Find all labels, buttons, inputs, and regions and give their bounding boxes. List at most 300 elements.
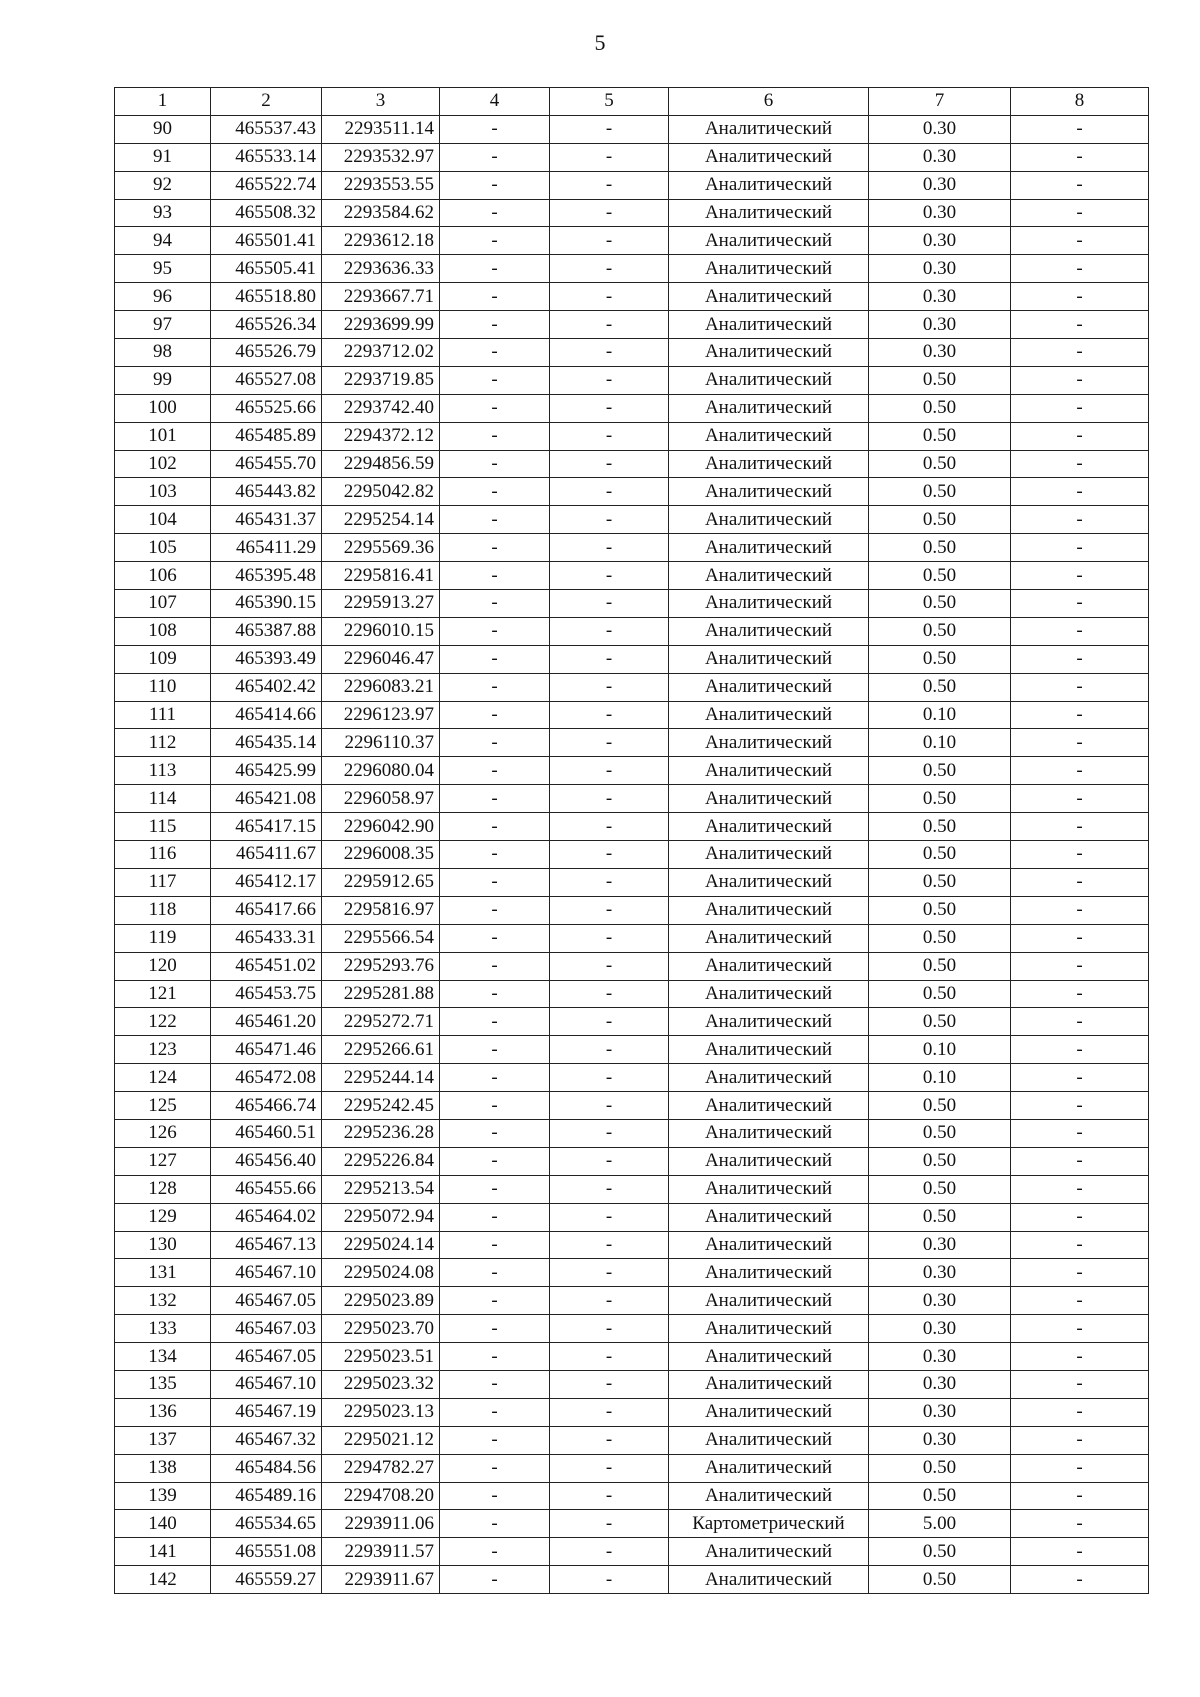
cell-col-8-value: -	[1011, 1566, 1149, 1594]
cell-y-coordinate: 2293911.67	[322, 1566, 440, 1594]
cell-y-coordinate: 2295236.28	[322, 1119, 440, 1147]
cell-col-8-value: -	[1011, 952, 1149, 980]
cell-x-coordinate: 465537.43	[211, 115, 322, 143]
cell-accuracy: 0.30	[869, 283, 1011, 311]
cell-method: Аналитический	[669, 952, 869, 980]
table-row	[115, 952, 1149, 980]
cell-x-coordinate: 465387.88	[211, 617, 322, 645]
cell-method: Аналитический	[669, 896, 869, 924]
cell-point-number: 117	[115, 868, 211, 896]
cell-col-4-value: -	[440, 952, 550, 980]
cell-x-coordinate: 465505.41	[211, 255, 322, 283]
cell-point-number: 106	[115, 562, 211, 590]
cell-col-5-value: -	[550, 896, 669, 924]
cell-col-4-value: -	[440, 339, 550, 367]
cell-y-coordinate: 2296123.97	[322, 701, 440, 729]
cell-x-coordinate: 465402.42	[211, 673, 322, 701]
cell-col-4-value: -	[440, 227, 550, 255]
table-row	[115, 896, 1149, 924]
cell-col-8-value: -	[1011, 1092, 1149, 1120]
table-row	[115, 450, 1149, 478]
cell-col-8-value: -	[1011, 311, 1149, 339]
cell-y-coordinate: 2296046.47	[322, 645, 440, 673]
table-row	[115, 394, 1149, 422]
table-row	[115, 562, 1149, 590]
cell-col-8-value: -	[1011, 729, 1149, 757]
cell-y-coordinate: 2295213.54	[322, 1175, 440, 1203]
cell-col-5-value: -	[550, 534, 669, 562]
cell-y-coordinate: 2295272.71	[322, 1008, 440, 1036]
cell-method: Аналитический	[669, 1175, 869, 1203]
cell-x-coordinate: 465443.82	[211, 478, 322, 506]
column-header-5: 5	[550, 88, 669, 116]
cell-col-5-value: -	[550, 1426, 669, 1454]
cell-point-number: 128	[115, 1175, 211, 1203]
cell-x-coordinate: 465525.66	[211, 394, 322, 422]
cell-col-5-value: -	[550, 227, 669, 255]
cell-accuracy: 0.30	[869, 143, 1011, 171]
cell-point-number: 95	[115, 255, 211, 283]
cell-x-coordinate: 465533.14	[211, 143, 322, 171]
cell-col-8-value: -	[1011, 422, 1149, 450]
cell-col-5-value: -	[550, 1454, 669, 1482]
cell-accuracy: 0.50	[869, 785, 1011, 813]
cell-method: Аналитический	[669, 1482, 869, 1510]
cell-accuracy: 0.50	[869, 980, 1011, 1008]
cell-method: Аналитический	[669, 1538, 869, 1566]
cell-y-coordinate: 2295024.14	[322, 1231, 440, 1259]
table-row	[115, 729, 1149, 757]
cell-point-number: 140	[115, 1510, 211, 1538]
cell-x-coordinate: 465467.10	[211, 1370, 322, 1398]
cell-accuracy: 0.50	[869, 757, 1011, 785]
cell-col-5-value: -	[550, 1398, 669, 1426]
cell-point-number: 131	[115, 1259, 211, 1287]
page-number: 5	[594, 30, 606, 55]
cell-col-8-value: -	[1011, 1343, 1149, 1371]
cell-col-5-value: -	[550, 506, 669, 534]
cell-x-coordinate: 465467.10	[211, 1259, 322, 1287]
cell-y-coordinate: 2296042.90	[322, 813, 440, 841]
cell-method: Аналитический	[669, 1203, 869, 1231]
cell-accuracy: 0.50	[869, 534, 1011, 562]
table-row	[115, 534, 1149, 562]
table-row	[115, 1203, 1149, 1231]
cell-y-coordinate: 2294372.12	[322, 422, 440, 450]
cell-col-5-value: -	[550, 1119, 669, 1147]
cell-y-coordinate: 2295024.08	[322, 1259, 440, 1287]
cell-method: Аналитический	[669, 506, 869, 534]
cell-point-number: 90	[115, 115, 211, 143]
cell-col-8-value: -	[1011, 171, 1149, 199]
cell-y-coordinate: 2293636.33	[322, 255, 440, 283]
cell-col-8-value: -	[1011, 841, 1149, 869]
table-row	[115, 311, 1149, 339]
column-header-3: 3	[322, 88, 440, 116]
cell-y-coordinate: 2294856.59	[322, 450, 440, 478]
cell-y-coordinate: 2295569.36	[322, 534, 440, 562]
cell-point-number: 126	[115, 1119, 211, 1147]
cell-y-coordinate: 2296110.37	[322, 729, 440, 757]
cell-y-coordinate: 2295281.88	[322, 980, 440, 1008]
cell-col-4-value: -	[440, 701, 550, 729]
cell-col-4-value: -	[440, 980, 550, 1008]
cell-accuracy: 0.30	[869, 1370, 1011, 1398]
cell-y-coordinate: 2293911.06	[322, 1510, 440, 1538]
cell-col-5-value: -	[550, 1231, 669, 1259]
cell-method: Аналитический	[669, 924, 869, 952]
cell-col-4-value: -	[440, 1482, 550, 1510]
cell-accuracy: 0.30	[869, 1287, 1011, 1315]
cell-col-8-value: -	[1011, 924, 1149, 952]
cell-col-5-value: -	[550, 1259, 669, 1287]
cell-accuracy: 0.50	[869, 1119, 1011, 1147]
cell-accuracy: 0.30	[869, 1231, 1011, 1259]
cell-col-4-value: -	[440, 1370, 550, 1398]
cell-point-number: 108	[115, 617, 211, 645]
cell-y-coordinate: 2295266.61	[322, 1036, 440, 1064]
cell-point-number: 133	[115, 1315, 211, 1343]
cell-col-8-value: -	[1011, 701, 1149, 729]
table-header-row	[115, 88, 1149, 116]
cell-col-4-value: -	[440, 1454, 550, 1482]
cell-col-5-value: -	[550, 701, 669, 729]
column-header-1: 1	[115, 88, 211, 116]
cell-method: Аналитический	[669, 1147, 869, 1175]
cell-x-coordinate: 465508.32	[211, 199, 322, 227]
cell-x-coordinate: 465526.34	[211, 311, 322, 339]
cell-point-number: 99	[115, 366, 211, 394]
cell-col-5-value: -	[550, 1203, 669, 1231]
table-row	[115, 701, 1149, 729]
cell-col-4-value: -	[440, 1315, 550, 1343]
cell-accuracy: 0.10	[869, 701, 1011, 729]
cell-col-5-value: -	[550, 645, 669, 673]
cell-point-number: 121	[115, 980, 211, 1008]
cell-col-8-value: -	[1011, 394, 1149, 422]
cell-col-8-value: -	[1011, 115, 1149, 143]
cell-col-4-value: -	[440, 1064, 550, 1092]
cell-col-4-value: -	[440, 478, 550, 506]
cell-accuracy: 0.50	[869, 1454, 1011, 1482]
cell-method: Картометрический	[669, 1510, 869, 1538]
cell-col-5-value: -	[550, 785, 669, 813]
cell-y-coordinate: 2293532.97	[322, 143, 440, 171]
table-row	[115, 199, 1149, 227]
cell-point-number: 104	[115, 506, 211, 534]
cell-col-8-value: -	[1011, 1203, 1149, 1231]
table-row	[115, 255, 1149, 283]
cell-point-number: 119	[115, 924, 211, 952]
cell-point-number: 98	[115, 339, 211, 367]
column-header-2: 2	[211, 88, 322, 116]
cell-col-5-value: -	[550, 1370, 669, 1398]
cell-method: Аналитический	[669, 366, 869, 394]
cell-method: Аналитический	[669, 1119, 869, 1147]
cell-accuracy: 5.00	[869, 1510, 1011, 1538]
cell-point-number: 91	[115, 143, 211, 171]
cell-method: Аналитический	[669, 980, 869, 1008]
cell-col-4-value: -	[440, 1287, 550, 1315]
cell-method: Аналитический	[669, 785, 869, 813]
cell-point-number: 101	[115, 422, 211, 450]
column-header-8: 8	[1011, 88, 1149, 116]
cell-col-4-value: -	[440, 366, 550, 394]
table-row	[115, 1092, 1149, 1120]
cell-accuracy: 0.50	[869, 1175, 1011, 1203]
cell-accuracy: 0.50	[869, 506, 1011, 534]
cell-y-coordinate: 2293712.02	[322, 339, 440, 367]
table-row	[115, 1454, 1149, 1482]
cell-col-5-value: -	[550, 1510, 669, 1538]
cell-point-number: 136	[115, 1398, 211, 1426]
cell-col-4-value: -	[440, 1398, 550, 1426]
cell-col-4-value: -	[440, 115, 550, 143]
cell-method: Аналитический	[669, 813, 869, 841]
cell-method: Аналитический	[669, 1036, 869, 1064]
cell-accuracy: 0.50	[869, 1203, 1011, 1231]
cell-accuracy: 0.50	[869, 1538, 1011, 1566]
cell-y-coordinate: 2295042.82	[322, 478, 440, 506]
cell-col-8-value: -	[1011, 590, 1149, 618]
cell-y-coordinate: 2295242.45	[322, 1092, 440, 1120]
cell-col-8-value: -	[1011, 1370, 1149, 1398]
cell-col-4-value: -	[440, 394, 550, 422]
cell-accuracy: 0.10	[869, 729, 1011, 757]
cell-accuracy: 0.50	[869, 673, 1011, 701]
cell-y-coordinate: 2295912.65	[322, 868, 440, 896]
column-header-4: 4	[440, 88, 550, 116]
cell-point-number: 132	[115, 1287, 211, 1315]
cell-y-coordinate: 2295244.14	[322, 1064, 440, 1092]
cell-col-5-value: -	[550, 590, 669, 618]
cell-method: Аналитический	[669, 841, 869, 869]
cell-col-5-value: -	[550, 1147, 669, 1175]
cell-method: Аналитический	[669, 645, 869, 673]
cell-method: Аналитический	[669, 534, 869, 562]
table-row	[115, 1482, 1149, 1510]
cell-col-4-value: -	[440, 1343, 550, 1371]
cell-col-4-value: -	[440, 171, 550, 199]
cell-accuracy: 0.30	[869, 1426, 1011, 1454]
cell-point-number: 116	[115, 841, 211, 869]
cell-col-4-value: -	[440, 785, 550, 813]
cell-x-coordinate: 465411.67	[211, 841, 322, 869]
cell-col-5-value: -	[550, 757, 669, 785]
cell-col-8-value: -	[1011, 199, 1149, 227]
cell-col-5-value: -	[550, 339, 669, 367]
table-row	[115, 1510, 1149, 1538]
cell-col-5-value: -	[550, 1175, 669, 1203]
cell-col-4-value: -	[440, 506, 550, 534]
cell-method: Аналитический	[669, 1566, 869, 1594]
cell-col-5-value: -	[550, 562, 669, 590]
cell-accuracy: 0.50	[869, 617, 1011, 645]
cell-col-5-value: -	[550, 868, 669, 896]
cell-col-8-value: -	[1011, 1287, 1149, 1315]
cell-x-coordinate: 465455.66	[211, 1175, 322, 1203]
cell-col-4-value: -	[440, 757, 550, 785]
cell-col-8-value: -	[1011, 478, 1149, 506]
cell-col-8-value: -	[1011, 673, 1149, 701]
cell-y-coordinate: 2295566.54	[322, 924, 440, 952]
cell-method: Аналитический	[669, 255, 869, 283]
cell-method: Аналитический	[669, 1426, 869, 1454]
cell-accuracy: 0.50	[869, 478, 1011, 506]
cell-col-8-value: -	[1011, 366, 1149, 394]
cell-col-4-value: -	[440, 450, 550, 478]
cell-method: Аналитический	[669, 1315, 869, 1343]
cell-col-4-value: -	[440, 1510, 550, 1538]
cell-point-number: 102	[115, 450, 211, 478]
cell-col-4-value: -	[440, 1147, 550, 1175]
cell-col-4-value: -	[440, 1036, 550, 1064]
cell-col-4-value: -	[440, 896, 550, 924]
table-row	[115, 1119, 1149, 1147]
cell-point-number: 134	[115, 1343, 211, 1371]
cell-accuracy: 0.10	[869, 1064, 1011, 1092]
cell-col-4-value: -	[440, 729, 550, 757]
cell-point-number: 92	[115, 171, 211, 199]
cell-method: Аналитический	[669, 1287, 869, 1315]
cell-accuracy: 0.50	[869, 1008, 1011, 1036]
table-row	[115, 171, 1149, 199]
cell-col-4-value: -	[440, 1426, 550, 1454]
cell-x-coordinate: 465421.08	[211, 785, 322, 813]
cell-y-coordinate: 2296010.15	[322, 617, 440, 645]
cell-x-coordinate: 465472.08	[211, 1064, 322, 1092]
cell-col-4-value: -	[440, 534, 550, 562]
cell-col-4-value: -	[440, 617, 550, 645]
cell-point-number: 103	[115, 478, 211, 506]
cell-col-8-value: -	[1011, 785, 1149, 813]
cell-col-4-value: -	[440, 868, 550, 896]
cell-col-8-value: -	[1011, 896, 1149, 924]
cell-point-number: 97	[115, 311, 211, 339]
cell-method: Аналитический	[669, 701, 869, 729]
table-row	[115, 478, 1149, 506]
cell-point-number: 94	[115, 227, 211, 255]
cell-col-5-value: -	[550, 171, 669, 199]
cell-y-coordinate: 2293511.14	[322, 115, 440, 143]
cell-col-8-value: -	[1011, 1398, 1149, 1426]
cell-y-coordinate: 2295226.84	[322, 1147, 440, 1175]
cell-accuracy: 0.50	[869, 1092, 1011, 1120]
cell-method: Аналитический	[669, 562, 869, 590]
cell-col-5-value: -	[550, 366, 669, 394]
cell-x-coordinate: 465501.41	[211, 227, 322, 255]
cell-y-coordinate: 2295023.70	[322, 1315, 440, 1343]
cell-col-5-value: -	[550, 952, 669, 980]
table-row	[115, 339, 1149, 367]
cell-x-coordinate: 465451.02	[211, 952, 322, 980]
cell-col-5-value: -	[550, 115, 669, 143]
table-row	[115, 283, 1149, 311]
cell-point-number: 110	[115, 673, 211, 701]
cell-col-8-value: -	[1011, 868, 1149, 896]
cell-x-coordinate: 465414.66	[211, 701, 322, 729]
cell-x-coordinate: 465522.74	[211, 171, 322, 199]
cell-x-coordinate: 465467.13	[211, 1231, 322, 1259]
table-row	[115, 924, 1149, 952]
cell-col-4-value: -	[440, 283, 550, 311]
cell-point-number: 111	[115, 701, 211, 729]
cell-col-5-value: -	[550, 394, 669, 422]
table-row	[115, 506, 1149, 534]
cell-x-coordinate: 465417.66	[211, 896, 322, 924]
cell-col-5-value: -	[550, 1064, 669, 1092]
cell-x-coordinate: 465467.19	[211, 1398, 322, 1426]
cell-y-coordinate: 2295023.13	[322, 1398, 440, 1426]
cell-col-8-value: -	[1011, 506, 1149, 534]
cell-accuracy: 0.30	[869, 227, 1011, 255]
cell-accuracy: 0.50	[869, 896, 1011, 924]
cell-y-coordinate: 2293553.55	[322, 171, 440, 199]
cell-col-8-value: -	[1011, 339, 1149, 367]
cell-col-5-value: -	[550, 1092, 669, 1120]
table-row	[115, 785, 1149, 813]
cell-col-4-value: -	[440, 1008, 550, 1036]
cell-method: Аналитический	[669, 394, 869, 422]
cell-accuracy: 0.50	[869, 366, 1011, 394]
cell-point-number: 118	[115, 896, 211, 924]
cell-col-8-value: -	[1011, 1231, 1149, 1259]
cell-x-coordinate: 465455.70	[211, 450, 322, 478]
cell-point-number: 142	[115, 1566, 211, 1594]
cell-col-8-value: -	[1011, 1510, 1149, 1538]
cell-point-number: 138	[115, 1454, 211, 1482]
cell-method: Аналитический	[669, 1343, 869, 1371]
cell-point-number: 127	[115, 1147, 211, 1175]
cell-col-8-value: -	[1011, 283, 1149, 311]
cell-x-coordinate: 465456.40	[211, 1147, 322, 1175]
cell-col-4-value: -	[440, 143, 550, 171]
cell-method: Аналитический	[669, 1092, 869, 1120]
cell-col-5-value: -	[550, 143, 669, 171]
cell-method: Аналитический	[669, 311, 869, 339]
cell-col-4-value: -	[440, 1259, 550, 1287]
cell-accuracy: 0.30	[869, 199, 1011, 227]
cell-col-8-value: -	[1011, 1036, 1149, 1064]
cell-y-coordinate: 2295023.32	[322, 1370, 440, 1398]
cell-col-5-value: -	[550, 1036, 669, 1064]
table-row	[115, 1370, 1149, 1398]
cell-col-5-value: -	[550, 1008, 669, 1036]
cell-accuracy: 0.30	[869, 311, 1011, 339]
cell-col-8-value: -	[1011, 1426, 1149, 1454]
cell-col-8-value: -	[1011, 227, 1149, 255]
cell-col-8-value: -	[1011, 255, 1149, 283]
cell-point-number: 135	[115, 1370, 211, 1398]
cell-x-coordinate: 465461.20	[211, 1008, 322, 1036]
cell-col-4-value: -	[440, 1119, 550, 1147]
cell-x-coordinate: 465464.02	[211, 1203, 322, 1231]
cell-col-5-value: -	[550, 813, 669, 841]
cell-accuracy: 0.50	[869, 1482, 1011, 1510]
cell-accuracy: 0.30	[869, 1259, 1011, 1287]
cell-method: Аналитический	[669, 868, 869, 896]
cell-col-8-value: -	[1011, 534, 1149, 562]
cell-y-coordinate: 2293742.40	[322, 394, 440, 422]
cell-col-8-value: -	[1011, 1482, 1149, 1510]
cell-method: Аналитический	[669, 673, 869, 701]
cell-col-4-value: -	[440, 1231, 550, 1259]
table-row	[115, 590, 1149, 618]
cell-method: Аналитический	[669, 227, 869, 255]
cell-method: Аналитический	[669, 729, 869, 757]
cell-col-8-value: -	[1011, 1119, 1149, 1147]
table-row	[115, 1343, 1149, 1371]
